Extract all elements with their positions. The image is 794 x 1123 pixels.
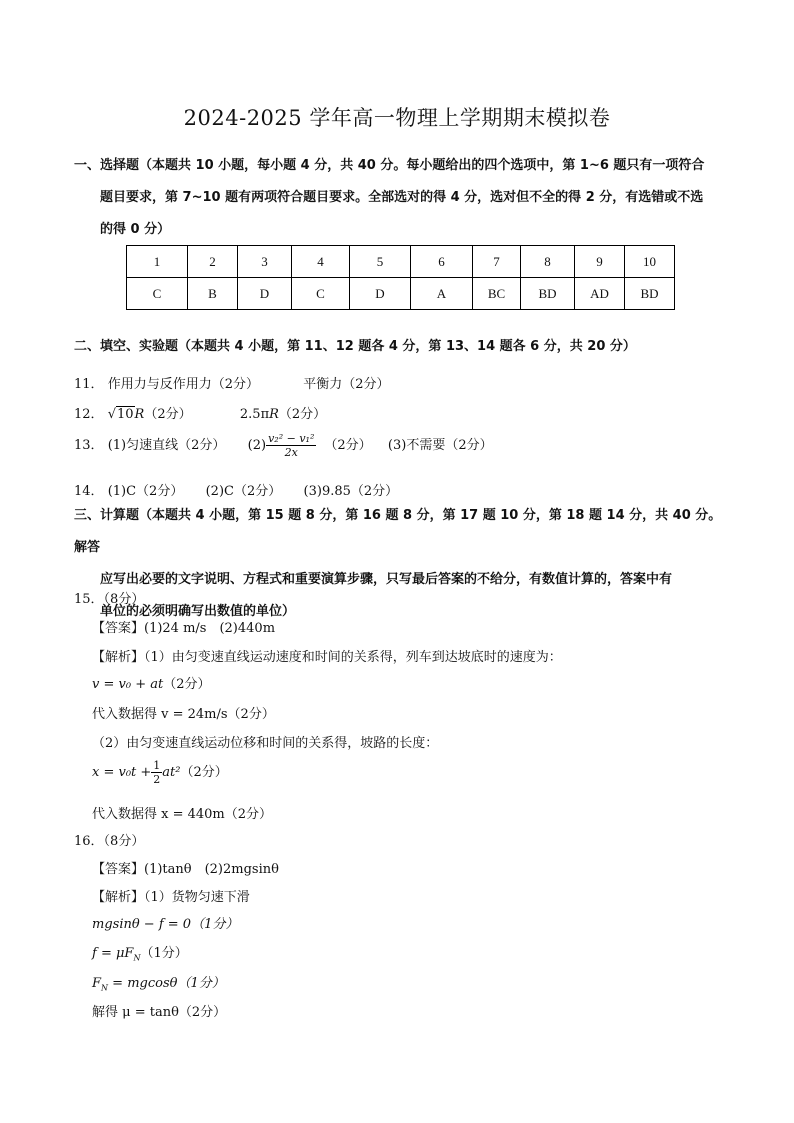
table-cell: 4	[292, 246, 350, 278]
table-cell: D	[350, 278, 411, 310]
table-cell: 6	[411, 246, 473, 278]
section-3-line-1: 三、计算题（本题共 4 小题，第 15 题 8 分，第 16 题 8 分，第 17 题 10 分，第 18 题 14 分，共 40 分。解答	[74, 508, 722, 555]
table-cell: BD	[521, 278, 575, 310]
answer-text: (3)不需要（2分）	[387, 438, 493, 453]
section-1-line-2: 题目要求，第 7~10 题有两项符合题目要求。全部选对的得 4 分，选对但不全的得 2 分，有选错或不选	[100, 190, 704, 205]
table-cell: AD	[575, 278, 625, 310]
table-cell: 7	[473, 246, 521, 278]
question-15-equation-1: v = v₀ + at（2分）	[92, 677, 211, 692]
question-16-equation-3: $F_N = mgcos\theta(1$分）	[92, 976, 225, 993]
question-13: 13． (1)匀速直线（2分） (2) $\frac{\text{v₂² − v₁²}}{2x}$ （2分） (3)不需要（2分）	[74, 432, 493, 459]
answer-table-number-row	[127, 246, 675, 278]
table-cell: B	[188, 278, 238, 310]
answer-text: 作用力与反作用力（2分）	[107, 377, 259, 392]
table-cell: 1	[127, 246, 188, 278]
question-16-result: 解得 μ = tanθ（2分）	[92, 1005, 227, 1020]
question-number: 13．	[74, 438, 104, 453]
table-cell: D	[238, 278, 292, 310]
question-15-analysis-1: 【解析】（1）由匀变速直线运动速度和时间的关系得，列车到达坡底时的速度为：	[92, 650, 562, 665]
question-16-answer: 【答案】(1)tanθ (2)2mgsinθ	[92, 862, 279, 877]
question-number: 14．	[74, 484, 104, 499]
section-3-heading	[74, 500, 724, 628]
question-16-equation-1: mgsinθ − f = 0（1分）	[92, 917, 239, 932]
table-cell: A	[411, 278, 473, 310]
question-16-equation-2: $f = \mu F_N(1$分）	[92, 946, 188, 963]
fraction: $\frac{\text{v₂² − v₁²}}{2x}$	[268, 432, 315, 459]
question-14	[74, 480, 398, 499]
section-3-line-3: 单位的必须明确写出数值的单位）	[100, 604, 296, 619]
question-16-heading: 16．（8分）	[74, 834, 145, 849]
table-cell: 9	[575, 246, 625, 278]
section-3-line-2: 应写出必要的文字说明、方程式和重要演算步骤，只写最后答案的不给分，有数值计算的，答案中有	[100, 572, 673, 587]
answer-text: (2)C（2分）	[205, 484, 282, 499]
question-16-analysis-1: 【解析】（1）货物匀速下滑	[92, 890, 250, 905]
question-number: 12．	[74, 407, 104, 422]
table-cell: C	[292, 278, 350, 310]
table-cell: 2	[188, 246, 238, 278]
section-2-heading: 二、填空、实验题（本题共 4 小题，第 11、12 题各 4 分，第 13、14 题各 6 分，共 20 分）	[74, 339, 636, 354]
answer-text: (1)匀速直线（2分）	[107, 438, 226, 453]
table-cell: 5	[350, 246, 411, 278]
question-15-substitution-1: 代入数据得 v = 24m/s（2分）	[92, 707, 275, 722]
question-15-equation-2: x = v₀t + $\frac{1}{2}$ at²（2分）	[92, 759, 228, 786]
question-12: 12． √10R（2分） 2.5πR（2分）	[74, 407, 327, 422]
answer-text: (3)9.85（2分）	[303, 484, 399, 499]
table-cell: 3	[238, 246, 292, 278]
question-15-answer: 【答案】(1)24 m/s (2)440m	[92, 621, 276, 636]
section-1-heading	[74, 150, 724, 246]
sqrt-expression: √10R	[107, 407, 145, 422]
question-number: 11．	[74, 377, 104, 392]
section-1-line-1: 一、选择题（本题共 10 小题，每小题 4 分，共 40 分。每小题给出的四个选项中，第 1~6 题只有一项符合	[74, 158, 705, 173]
document-title: 2024-2025 学年高一物理上学期期末模拟卷	[183, 106, 611, 130]
table-cell: 10	[625, 246, 675, 278]
section-1-line-3: 的得 0 分）	[100, 222, 171, 237]
math-expression: 2.5πR	[239, 407, 279, 422]
answer-table	[126, 245, 675, 310]
question-15-substitution-2: 代入数据得 x = 440m（2分）	[92, 807, 273, 822]
question-15-heading: 15．（8分）	[74, 592, 145, 607]
answer-text: 平衡力（2分）	[303, 377, 390, 392]
table-cell: C	[127, 278, 188, 310]
fraction: $\frac{1}{2}$	[153, 759, 161, 786]
question-11	[74, 373, 390, 392]
answer-text: (1)C（2分）	[107, 484, 184, 499]
answer-table-answer-row	[127, 278, 675, 310]
table-cell: BD	[625, 278, 675, 310]
table-cell: 8	[521, 246, 575, 278]
table-cell: BC	[473, 278, 521, 310]
question-15-analysis-2: （2）由匀变速直线运动位移和时间的关系得，坡路的长度：	[92, 736, 439, 751]
